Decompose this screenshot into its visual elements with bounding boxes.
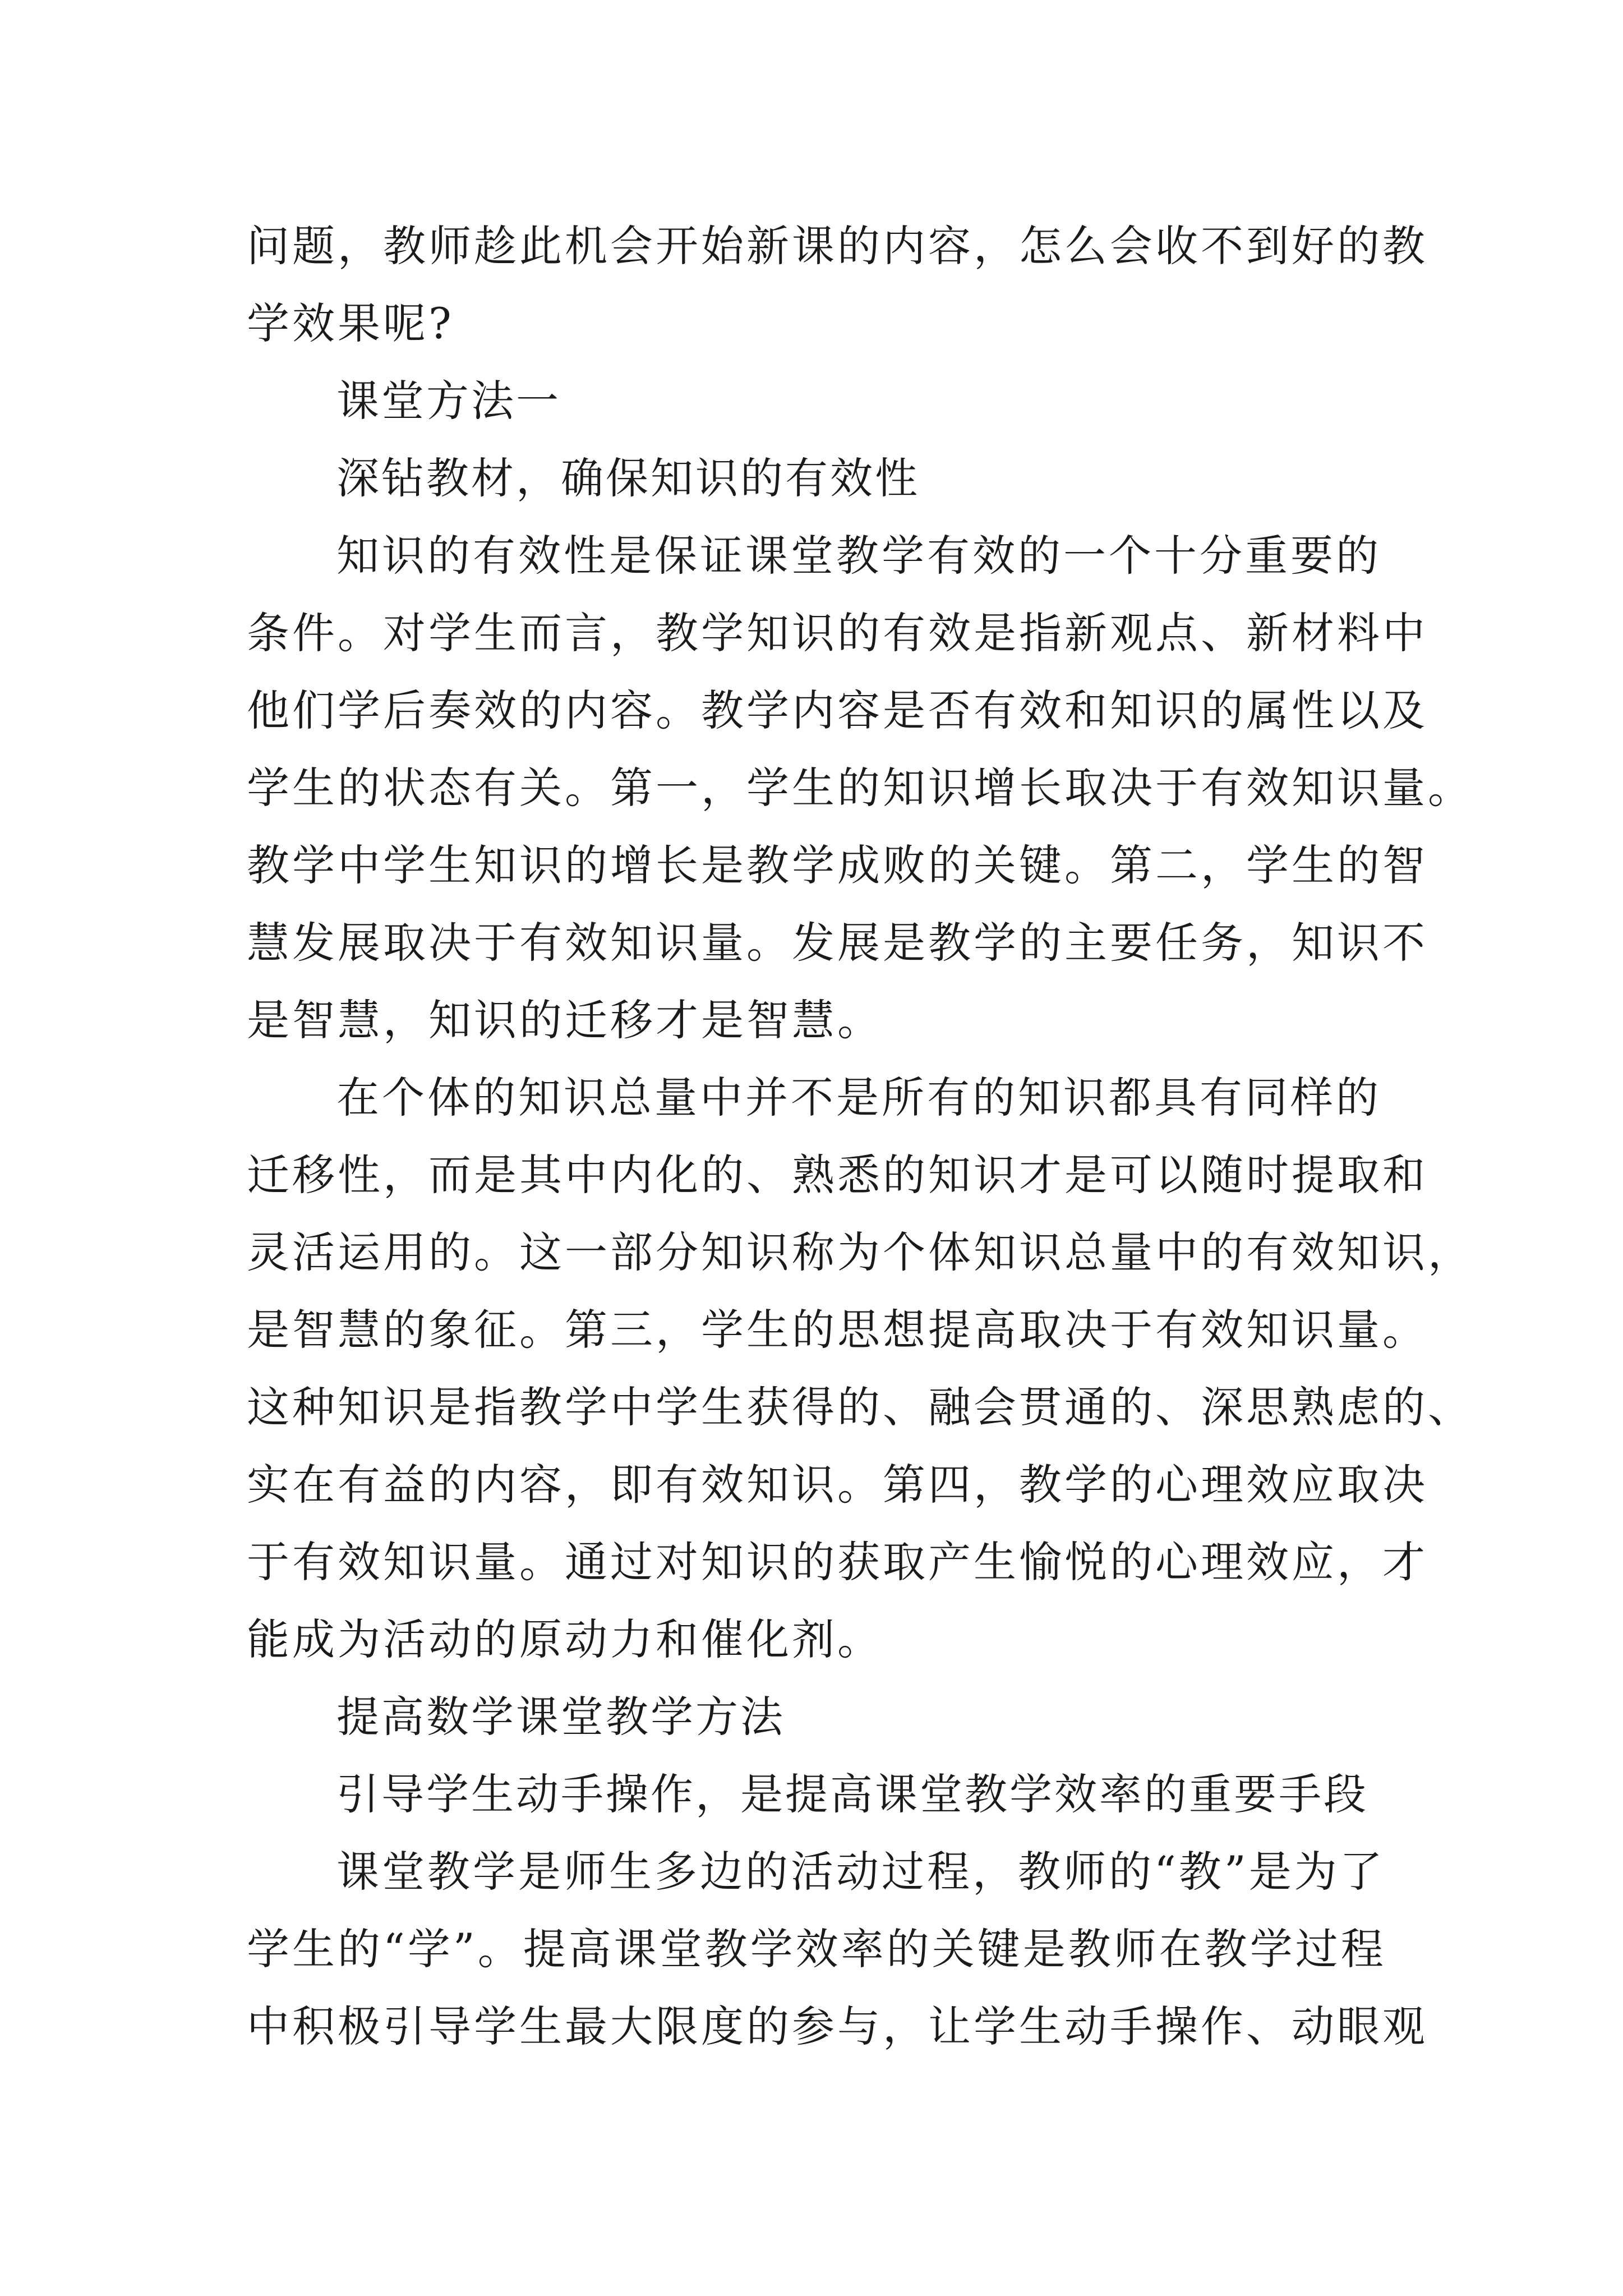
paragraph-line: 灵活运用的。这一部分知识称为个体知识总量中的有效知识， bbox=[247, 1227, 1473, 1277]
paragraph-line: 教学中学生知识的增长是教学成败的关键。第二，学生的智 bbox=[247, 840, 1428, 890]
paragraph-line: 实在有益的内容，即有效知识。第四，教学的心理效应取决 bbox=[247, 1460, 1428, 1510]
section-heading: 课堂方法一 bbox=[336, 376, 561, 426]
paragraph-line: 在个体的知识总量中并不是所有的知识都具有同样的 bbox=[336, 1073, 1381, 1122]
paragraph-line: 是智慧，知识的迁移才是智慧。 bbox=[247, 995, 883, 1045]
paragraph-line: 学生的状态有关。第一，学生的知识增长取决于有效知识量。 bbox=[247, 763, 1473, 813]
paragraph-line: 迁移性，而是其中内化的、熟悉的知识才是可以随时提取和 bbox=[247, 1150, 1428, 1200]
paragraph-line: 于有效知识量。通过对知识的获取产生愉悦的心理效应，才 bbox=[247, 1537, 1428, 1587]
paragraph-line: 学效果呢? bbox=[247, 298, 454, 348]
paragraph-line: 他们学后奏效的内容。教学内容是否有效和知识的属性以及 bbox=[247, 685, 1428, 735]
paragraph-line: 这种知识是指教学中学生获得的、融会贯通的、深思熟虑的、 bbox=[247, 1382, 1473, 1432]
paragraph-line: 能成为活动的原动力和催化剂。 bbox=[247, 1614, 883, 1664]
section-subheading: 引导学生动手操作，是提高课堂教学效率的重要手段 bbox=[336, 1769, 1368, 1819]
document-body bbox=[247, 208, 1473, 2065]
paragraph-line: 中积极引导学生最大限度的参与，让学生动手操作、动眼观 bbox=[247, 2001, 1428, 2051]
paragraph-line: 条件。对学生而言，教学知识的有效是指新观点、新材料中 bbox=[247, 608, 1428, 658]
paragraph-line: 学生的“学”。提高课堂教学效率的关键是教师在教学过程 bbox=[247, 1924, 1386, 1974]
paragraph-line: 慧发展取决于有效知识量。发展是教学的主要任务，知识不 bbox=[247, 918, 1428, 968]
paragraph-line: 问题，教师趁此机会开始新课的内容，怎么会收不到好的教 bbox=[247, 221, 1428, 271]
section-heading: 提高数学课堂教学方法 bbox=[336, 1692, 785, 1742]
paragraph-line: 课堂教学是师生多边的活动过程，教师的“教”是为了 bbox=[336, 1847, 1385, 1897]
paragraph-line: 是智慧的象征。第三，学生的思想提高取决于有效知识量。 bbox=[247, 1305, 1428, 1355]
paragraph-line: 知识的有效性是保证课堂教学有效的一个十分重要的 bbox=[336, 531, 1381, 581]
section-subheading: 深钻教材，确保知识的有效性 bbox=[336, 453, 920, 503]
